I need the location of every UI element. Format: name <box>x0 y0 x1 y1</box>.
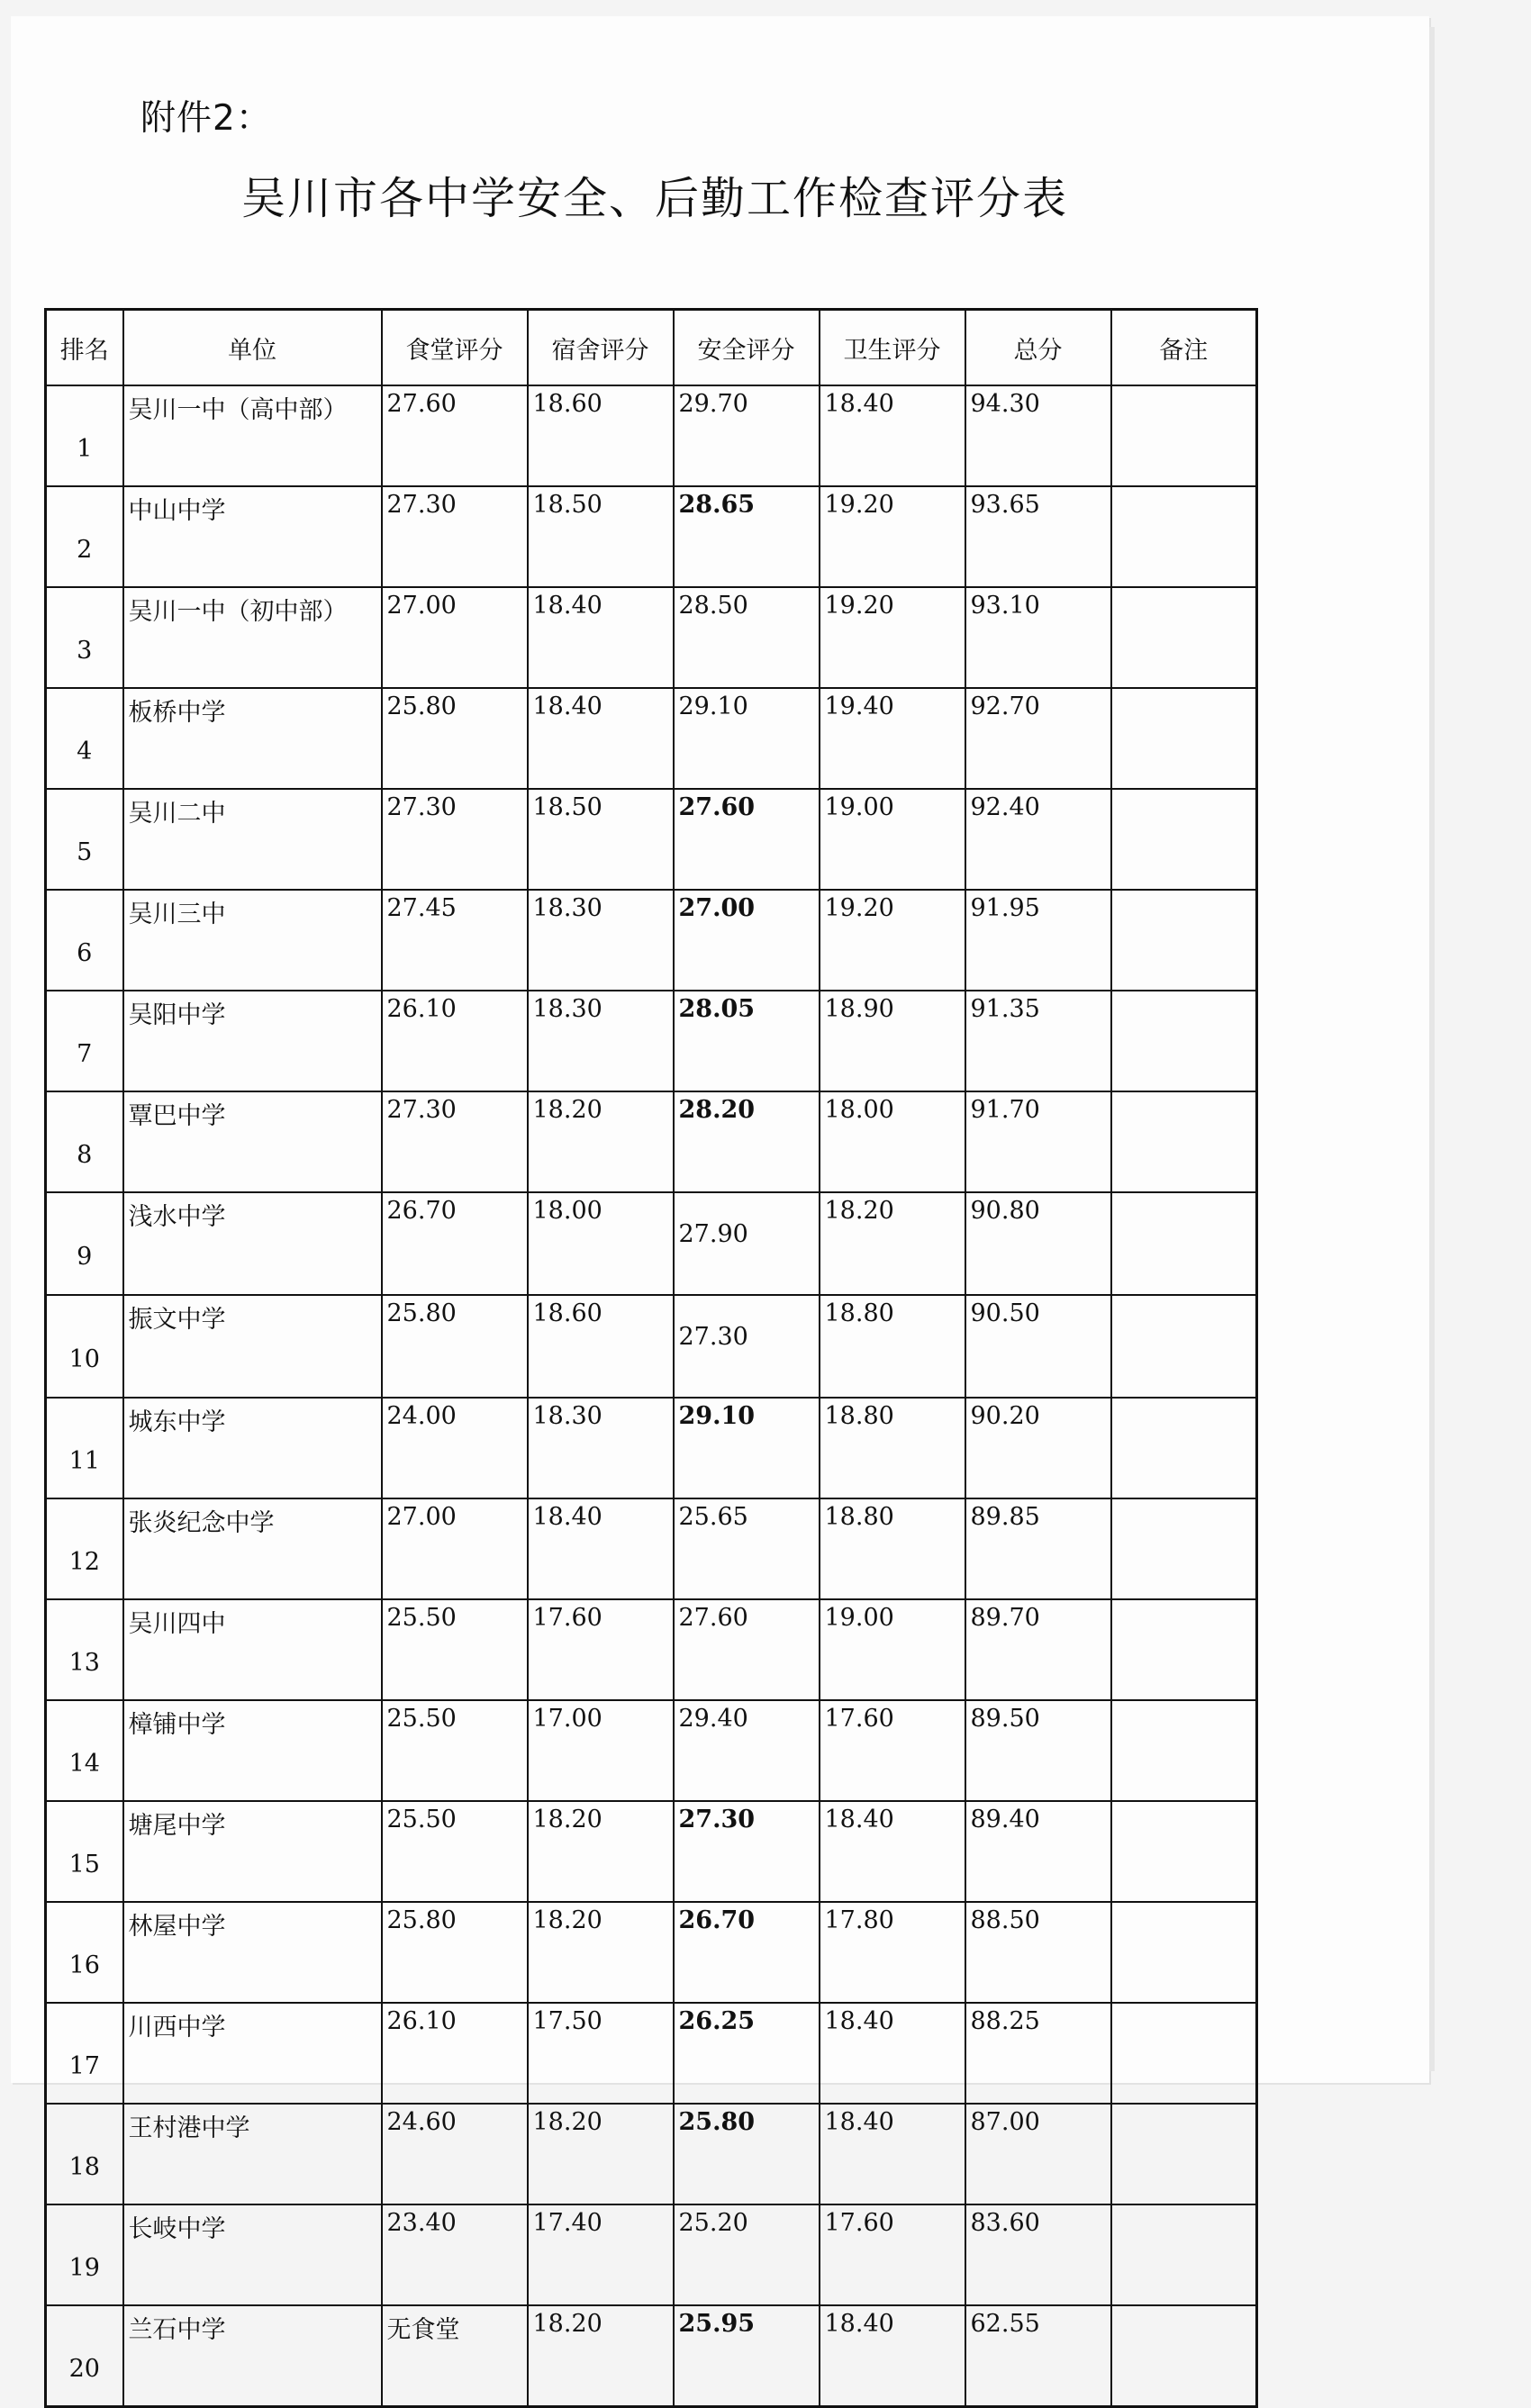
page-edge-shadow <box>1429 27 1435 2071</box>
remarks-cell <box>1111 1700 1257 1801</box>
rank-cell: 17 <box>46 2003 123 2104</box>
dorm-score-cell: 18.00 <box>528 1192 674 1295</box>
rank-cell: 9 <box>46 1192 123 1295</box>
dorm-score-cell: 18.20 <box>528 2104 674 2204</box>
canteen-score-cell: 27.30 <box>382 789 528 890</box>
canteen-score-cell: 27.00 <box>382 587 528 688</box>
safety-score-cell: 25.95 <box>674 2305 820 2407</box>
hygiene-score-cell: 18.80 <box>820 1498 965 1599</box>
hygiene-score-cell: 18.40 <box>820 385 965 486</box>
total-score-cell: 92.40 <box>965 789 1111 890</box>
remarks-cell <box>1111 1295 1257 1398</box>
canteen-score-cell: 25.80 <box>382 688 528 789</box>
dorm-score-cell: 18.20 <box>528 1902 674 2003</box>
canteen-score-cell: 25.50 <box>382 1801 528 1902</box>
canteen-score-cell: 23.40 <box>382 2204 528 2305</box>
total-score-cell: 89.50 <box>965 1700 1111 1801</box>
total-score-cell: 91.70 <box>965 1091 1111 1192</box>
table-row <box>46 486 1257 587</box>
canteen-score-cell: 24.00 <box>382 1398 528 1498</box>
total-score-cell: 90.50 <box>965 1295 1111 1398</box>
canteen-score-cell: 27.45 <box>382 890 528 991</box>
safety-score-cell: 29.10 <box>674 688 820 789</box>
safety-score-cell: 29.70 <box>674 385 820 486</box>
remarks-cell <box>1111 1498 1257 1599</box>
canteen-score-cell: 26.70 <box>382 1192 528 1295</box>
total-score-cell: 94.30 <box>965 385 1111 486</box>
remarks-cell <box>1111 385 1257 486</box>
rank-cell: 3 <box>46 587 123 688</box>
remarks-cell <box>1111 2003 1257 2104</box>
canteen-score-cell: 25.80 <box>382 1902 528 2003</box>
unit-cell: 城东中学 <box>123 1398 382 1498</box>
dorm-score-cell: 18.20 <box>528 1091 674 1192</box>
table-row <box>46 2305 1257 2407</box>
dorm-score-cell: 18.60 <box>528 1295 674 1398</box>
header-hygiene: 卫生评分 <box>820 310 965 386</box>
rank-cell: 15 <box>46 1801 123 1902</box>
rank-cell: 10 <box>46 1295 123 1398</box>
header-dorm: 宿舍评分 <box>528 310 674 386</box>
dorm-score-cell: 18.40 <box>528 1498 674 1599</box>
safety-score-cell: 28.05 <box>674 991 820 1091</box>
dorm-score-cell: 17.00 <box>528 1700 674 1801</box>
safety-score-cell: 27.60 <box>674 1599 820 1700</box>
canteen-score-cell: 25.50 <box>382 1700 528 1801</box>
unit-cell: 长岐中学 <box>123 2204 382 2305</box>
table-header-row <box>46 310 1257 386</box>
safety-score-cell: 28.50 <box>674 587 820 688</box>
hygiene-score-cell: 18.80 <box>820 1295 965 1398</box>
rank-cell: 18 <box>46 2104 123 2204</box>
dorm-score-cell: 18.50 <box>528 486 674 587</box>
table-row <box>46 587 1257 688</box>
table-row <box>46 1091 1257 1192</box>
remarks-cell <box>1111 991 1257 1091</box>
safety-score-cell: 26.25 <box>674 2003 820 2104</box>
remarks-cell <box>1111 1902 1257 2003</box>
attachment-label: 附件2： <box>140 98 272 139</box>
table-row <box>46 1599 1257 1700</box>
unit-cell: 吴川一中（初中部） <box>123 587 382 688</box>
canteen-score-cell: 无食堂 <box>382 2305 528 2407</box>
hygiene-score-cell: 19.20 <box>820 486 965 587</box>
hygiene-score-cell: 19.00 <box>820 789 965 890</box>
canteen-score-cell: 27.60 <box>382 385 528 486</box>
canteen-score-cell: 27.00 <box>382 1498 528 1599</box>
total-score-cell: 88.50 <box>965 1902 1111 2003</box>
unit-cell: 吴川四中 <box>123 1599 382 1700</box>
hygiene-score-cell: 18.40 <box>820 2104 965 2204</box>
table-row <box>46 890 1257 991</box>
header-unit: 单位 <box>123 310 382 386</box>
remarks-cell <box>1111 1599 1257 1700</box>
header-rank: 排名 <box>46 310 123 386</box>
safety-score-cell: 25.80 <box>674 2104 820 2204</box>
hygiene-score-cell: 17.80 <box>820 1902 965 2003</box>
hygiene-score-cell: 18.20 <box>820 1192 965 1295</box>
unit-cell: 吴川一中（高中部） <box>123 385 382 486</box>
table-row <box>46 2104 1257 2204</box>
rank-cell: 6 <box>46 890 123 991</box>
table-row <box>46 1902 1257 2003</box>
canteen-score-cell: 26.10 <box>382 2003 528 2104</box>
score-table <box>44 308 1258 2408</box>
canteen-score-cell: 27.30 <box>382 486 528 587</box>
hygiene-score-cell: 18.80 <box>820 1398 965 1498</box>
table-row <box>46 385 1257 486</box>
unit-cell: 张炎纪念中学 <box>123 1498 382 1599</box>
rank-cell: 5 <box>46 789 123 890</box>
table-row <box>46 789 1257 890</box>
dorm-score-cell: 18.30 <box>528 890 674 991</box>
unit-cell: 板桥中学 <box>123 688 382 789</box>
total-score-cell: 89.40 <box>965 1801 1111 1902</box>
canteen-score-cell: 24.60 <box>382 2104 528 2204</box>
dorm-score-cell: 18.40 <box>528 688 674 789</box>
hygiene-score-cell: 17.60 <box>820 2204 965 2305</box>
unit-cell: 林屋中学 <box>123 1902 382 2003</box>
table-row <box>46 1700 1257 1801</box>
total-score-cell: 89.85 <box>965 1498 1111 1599</box>
table-row <box>46 1398 1257 1498</box>
remarks-cell <box>1111 1091 1257 1192</box>
total-score-cell: 93.10 <box>965 587 1111 688</box>
dorm-score-cell: 18.30 <box>528 991 674 1091</box>
safety-score-cell: 25.20 <box>674 2204 820 2305</box>
unit-cell: 兰石中学 <box>123 2305 382 2407</box>
hygiene-score-cell: 17.60 <box>820 1700 965 1801</box>
rank-cell: 20 <box>46 2305 123 2407</box>
rank-cell: 8 <box>46 1091 123 1192</box>
safety-score-cell: 27.90 <box>674 1192 820 1295</box>
total-score-cell: 91.95 <box>965 890 1111 991</box>
header-remarks: 备注 <box>1111 310 1257 386</box>
unit-cell: 吴川二中 <box>123 789 382 890</box>
dorm-score-cell: 18.60 <box>528 385 674 486</box>
rank-cell: 1 <box>46 385 123 486</box>
total-score-cell: 62.55 <box>965 2305 1111 2407</box>
safety-score-cell: 29.40 <box>674 1700 820 1801</box>
remarks-cell <box>1111 789 1257 890</box>
safety-score-cell: 26.70 <box>674 1902 820 2003</box>
remarks-cell <box>1111 2305 1257 2407</box>
hygiene-score-cell: 18.40 <box>820 1801 965 1902</box>
table-row <box>46 1295 1257 1398</box>
safety-score-cell: 25.65 <box>674 1498 820 1599</box>
total-score-cell: 92.70 <box>965 688 1111 789</box>
dorm-score-cell: 17.60 <box>528 1599 674 1700</box>
table-row <box>46 688 1257 789</box>
canteen-score-cell: 25.80 <box>382 1295 528 1398</box>
canteen-score-cell: 27.30 <box>382 1091 528 1192</box>
hygiene-score-cell: 18.00 <box>820 1091 965 1192</box>
safety-score-cell: 28.20 <box>674 1091 820 1192</box>
hygiene-score-cell: 19.20 <box>820 587 965 688</box>
dorm-score-cell: 18.40 <box>528 587 674 688</box>
total-score-cell: 89.70 <box>965 1599 1111 1700</box>
rank-cell: 14 <box>46 1700 123 1801</box>
total-score-cell: 93.65 <box>965 486 1111 587</box>
unit-cell: 覃巴中学 <box>123 1091 382 1192</box>
remarks-cell <box>1111 1192 1257 1295</box>
dorm-score-cell: 18.30 <box>528 1398 674 1498</box>
safety-score-cell: 29.10 <box>674 1398 820 1498</box>
remarks-cell <box>1111 890 1257 991</box>
hygiene-score-cell: 19.40 <box>820 688 965 789</box>
header-safety: 安全评分 <box>674 310 820 386</box>
hygiene-score-cell: 18.90 <box>820 991 965 1091</box>
header-canteen: 食堂评分 <box>382 310 528 386</box>
total-score-cell: 91.35 <box>965 991 1111 1091</box>
unit-cell: 王村港中学 <box>123 2104 382 2204</box>
hygiene-score-cell: 19.00 <box>820 1599 965 1700</box>
hygiene-score-cell: 18.40 <box>820 2305 965 2407</box>
unit-cell: 川西中学 <box>123 2003 382 2104</box>
dorm-score-cell: 18.20 <box>528 2305 674 2407</box>
unit-cell: 中山中学 <box>123 486 382 587</box>
total-score-cell: 90.20 <box>965 1398 1111 1498</box>
unit-cell: 塘尾中学 <box>123 1801 382 1902</box>
hygiene-score-cell: 19.20 <box>820 890 965 991</box>
rank-cell: 7 <box>46 991 123 1091</box>
remarks-cell <box>1111 688 1257 789</box>
remarks-cell <box>1111 486 1257 587</box>
safety-score-cell: 27.00 <box>674 890 820 991</box>
remarks-cell <box>1111 587 1257 688</box>
dorm-score-cell: 17.50 <box>528 2003 674 2104</box>
rank-cell: 19 <box>46 2204 123 2305</box>
canteen-score-cell: 25.50 <box>382 1599 528 1700</box>
dorm-score-cell: 18.20 <box>528 1801 674 1902</box>
table-row <box>46 1498 1257 1599</box>
rank-cell: 2 <box>46 486 123 587</box>
table-row <box>46 2204 1257 2305</box>
unit-cell: 樟铺中学 <box>123 1700 382 1801</box>
dorm-score-cell: 18.50 <box>528 789 674 890</box>
safety-score-cell: 27.30 <box>674 1801 820 1902</box>
remarks-cell <box>1111 2204 1257 2305</box>
unit-cell: 振文中学 <box>123 1295 382 1398</box>
remarks-cell <box>1111 1398 1257 1498</box>
safety-score-cell: 27.30 <box>674 1295 820 1398</box>
safety-score-cell: 27.60 <box>674 789 820 890</box>
safety-score-cell: 28.65 <box>674 486 820 587</box>
dorm-score-cell: 17.40 <box>528 2204 674 2305</box>
rank-cell: 13 <box>46 1599 123 1700</box>
table-row <box>46 991 1257 1091</box>
total-score-cell: 90.80 <box>965 1192 1111 1295</box>
table-row <box>46 1801 1257 1902</box>
unit-cell: 吴阳中学 <box>123 991 382 1091</box>
total-score-cell: 88.25 <box>965 2003 1111 2104</box>
table-row <box>46 2003 1257 2104</box>
header-total: 总分 <box>965 310 1111 386</box>
rank-cell: 4 <box>46 688 123 789</box>
rank-cell: 11 <box>46 1398 123 1498</box>
rank-cell: 12 <box>46 1498 123 1599</box>
hygiene-score-cell: 18.40 <box>820 2003 965 2104</box>
total-score-cell: 83.60 <box>965 2204 1111 2305</box>
remarks-cell <box>1111 1801 1257 1902</box>
unit-cell: 吴川三中 <box>123 890 382 991</box>
document-title: 吴川市各中学安全、后勤工作检查评分表 <box>241 173 1069 224</box>
canteen-score-cell: 26.10 <box>382 991 528 1091</box>
rank-cell: 16 <box>46 1902 123 2003</box>
total-score-cell: 87.00 <box>965 2104 1111 2204</box>
unit-cell: 浅水中学 <box>123 1192 382 1295</box>
remarks-cell <box>1111 2104 1257 2204</box>
table-row <box>46 1192 1257 1295</box>
